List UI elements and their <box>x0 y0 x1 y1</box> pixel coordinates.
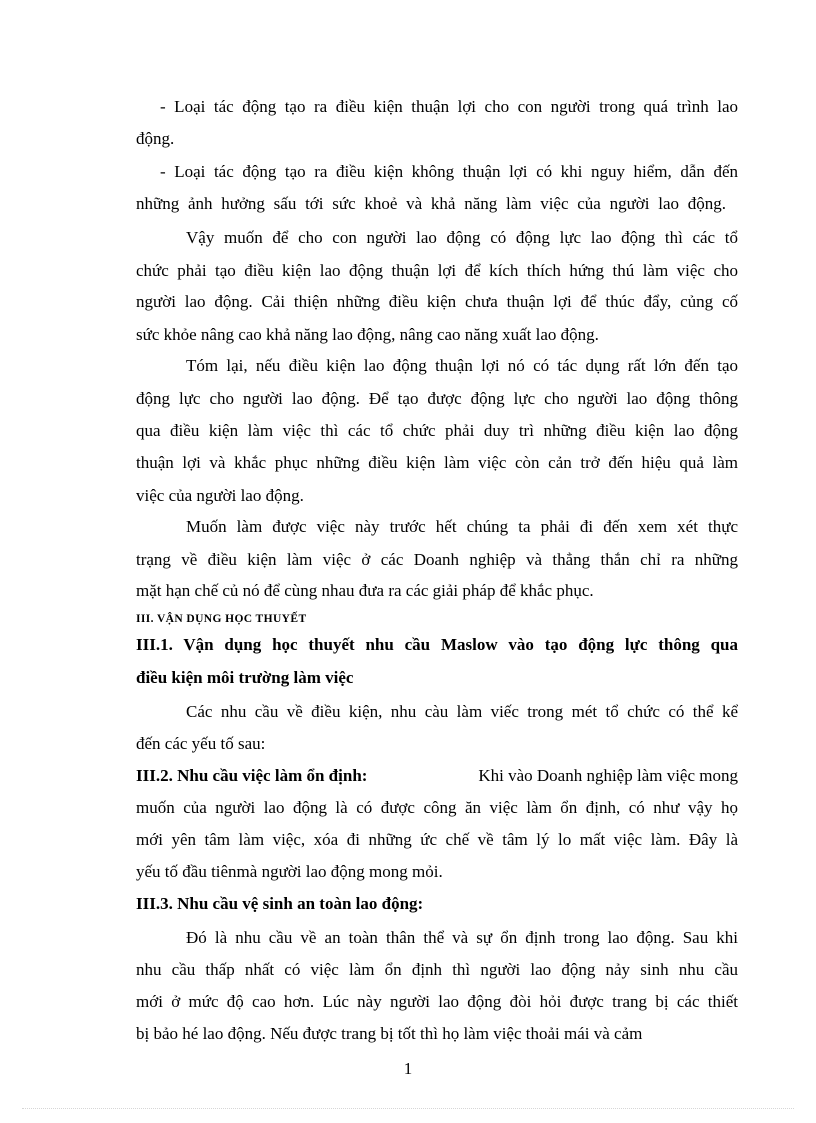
bullet-favorable-line-1: - Loại tác động tạo ra điều kiện thuận lợi cho con người trong quá trình lao <box>160 97 738 116</box>
bullet-favorable-line-2: động. <box>136 129 175 148</box>
footer-divider <box>22 1108 794 1109</box>
subsection-2-body-line-3: yếu tố đầu tiênmà người lao động mong mỏi. <box>136 862 443 881</box>
para-motivation-line-1: Vậy muốn để cho con người lao động có động lực lao động thì các tổ <box>186 228 738 247</box>
subsection-1-title-line-1: III.1. Vận dụng học thuyết nhu cầu Maslow vào tạo động lực thông qua <box>136 635 738 654</box>
para-motivation-line-4: sức khỏe nâng cao khả năng lao động, nâng cao năng xuất lao động. <box>136 325 599 344</box>
subsection-1-body-line-2: đến các yếu tố sau: <box>136 734 266 753</box>
subsection-3-body-line-2: nhu cầu thấp nhất có việc làm ổn định thì người lao động nảy sinh nhu cầu <box>136 960 738 979</box>
subsection-2-title: III.2. Nhu cầu việc làm ổn định: <box>136 766 368 785</box>
subsection-2-body-line-2: mới yên tâm làm việc, xóa đi những ức chế về tâm lý lo mất việc làm. Đây là <box>136 830 738 849</box>
bullet-unfavorable-line-2: những ảnh hưởng sấu tới sức khoẻ và khả năng làm việc của người lao động. <box>136 194 726 213</box>
para-todo-line-3: mặt hạn chế củ nó để cùng nhau đưa ra các giải pháp để khắc phục. <box>136 581 594 600</box>
section-heading: III. VẬN DỤNG HỌC THUYẾT <box>136 613 307 625</box>
bullet-unfavorable-line-1: - Loại tác động tạo ra điều kiện không thuận lợi có khi nguy hiểm, dẫn đến <box>160 162 738 181</box>
subsection-1-body-line-1: Các nhu cầu về điều kiện, nhu càu làm viếc trong mét tổ chức có thể kể <box>186 702 738 721</box>
subsection-2-body-line-1: muốn của người lao động là có được công ăn việc làm ổn định, có như vậy họ <box>136 798 738 817</box>
para-motivation-line-2: chức phải tạo điều kiện lao động thuận lợi để kích thích hứng thú làm việc cho <box>136 261 738 280</box>
subsection-3-body-line-3: mới ở mức độ cao hơn. Lúc này người lao động đòi hỏi được trang bị các thiết <box>136 992 738 1011</box>
subsection-2-first-line-rest: Khi vào Doanh nghiệp làm việc mong <box>478 766 738 785</box>
subsection-3-title: III.3. Nhu cầu vệ sinh an toàn lao động: <box>136 894 424 913</box>
subsection-1-title-line-2: điều kiện môi trường làm việc <box>136 668 354 687</box>
page-number: 1 <box>403 1059 413 1078</box>
para-todo-line-1: Muốn làm được việc này trước hết chúng ta phải đi đến xem xét thực <box>186 517 738 536</box>
subsection-3-body-line-4: bị bảo hé lao động. Nếu được trang bị tốt thì họ làm việc thoải mái và cảm <box>136 1024 643 1043</box>
para-summary-line-4: thuận lợi và khắc phục những điều kiện làm việc còn cản trở đến hiệu quả làm <box>136 453 738 472</box>
para-summary-line-3: qua điều kiện làm việc thì các tổ chức phải duy trì những điều kiện lao động <box>136 421 738 440</box>
subsection-3-body-line-1: Đó là nhu cầu về an toàn thân thể và sự ổn định trong lao động. Sau khi <box>186 928 738 947</box>
para-summary-line-1: Tóm lại, nếu điều kiện lao động thuận lợi nó có tác dụng rất lớn đến tạo <box>186 356 738 375</box>
para-summary-line-5: việc của người lao động. <box>136 486 304 505</box>
para-summary-line-2: động lực cho người lao động. Để tạo được động lực cho người lao động thông <box>136 389 738 408</box>
subsection-2-first-line <box>136 765 738 787</box>
para-motivation-line-3: người lao động. Cải thiện những điều kiện chưa thuận lợi để thúc đẩy, củng cố <box>136 292 738 311</box>
para-todo-line-2: trạng về điều kiện làm việc ở các Doanh nghiệp và thẳng thắn chỉ ra những <box>136 550 738 569</box>
